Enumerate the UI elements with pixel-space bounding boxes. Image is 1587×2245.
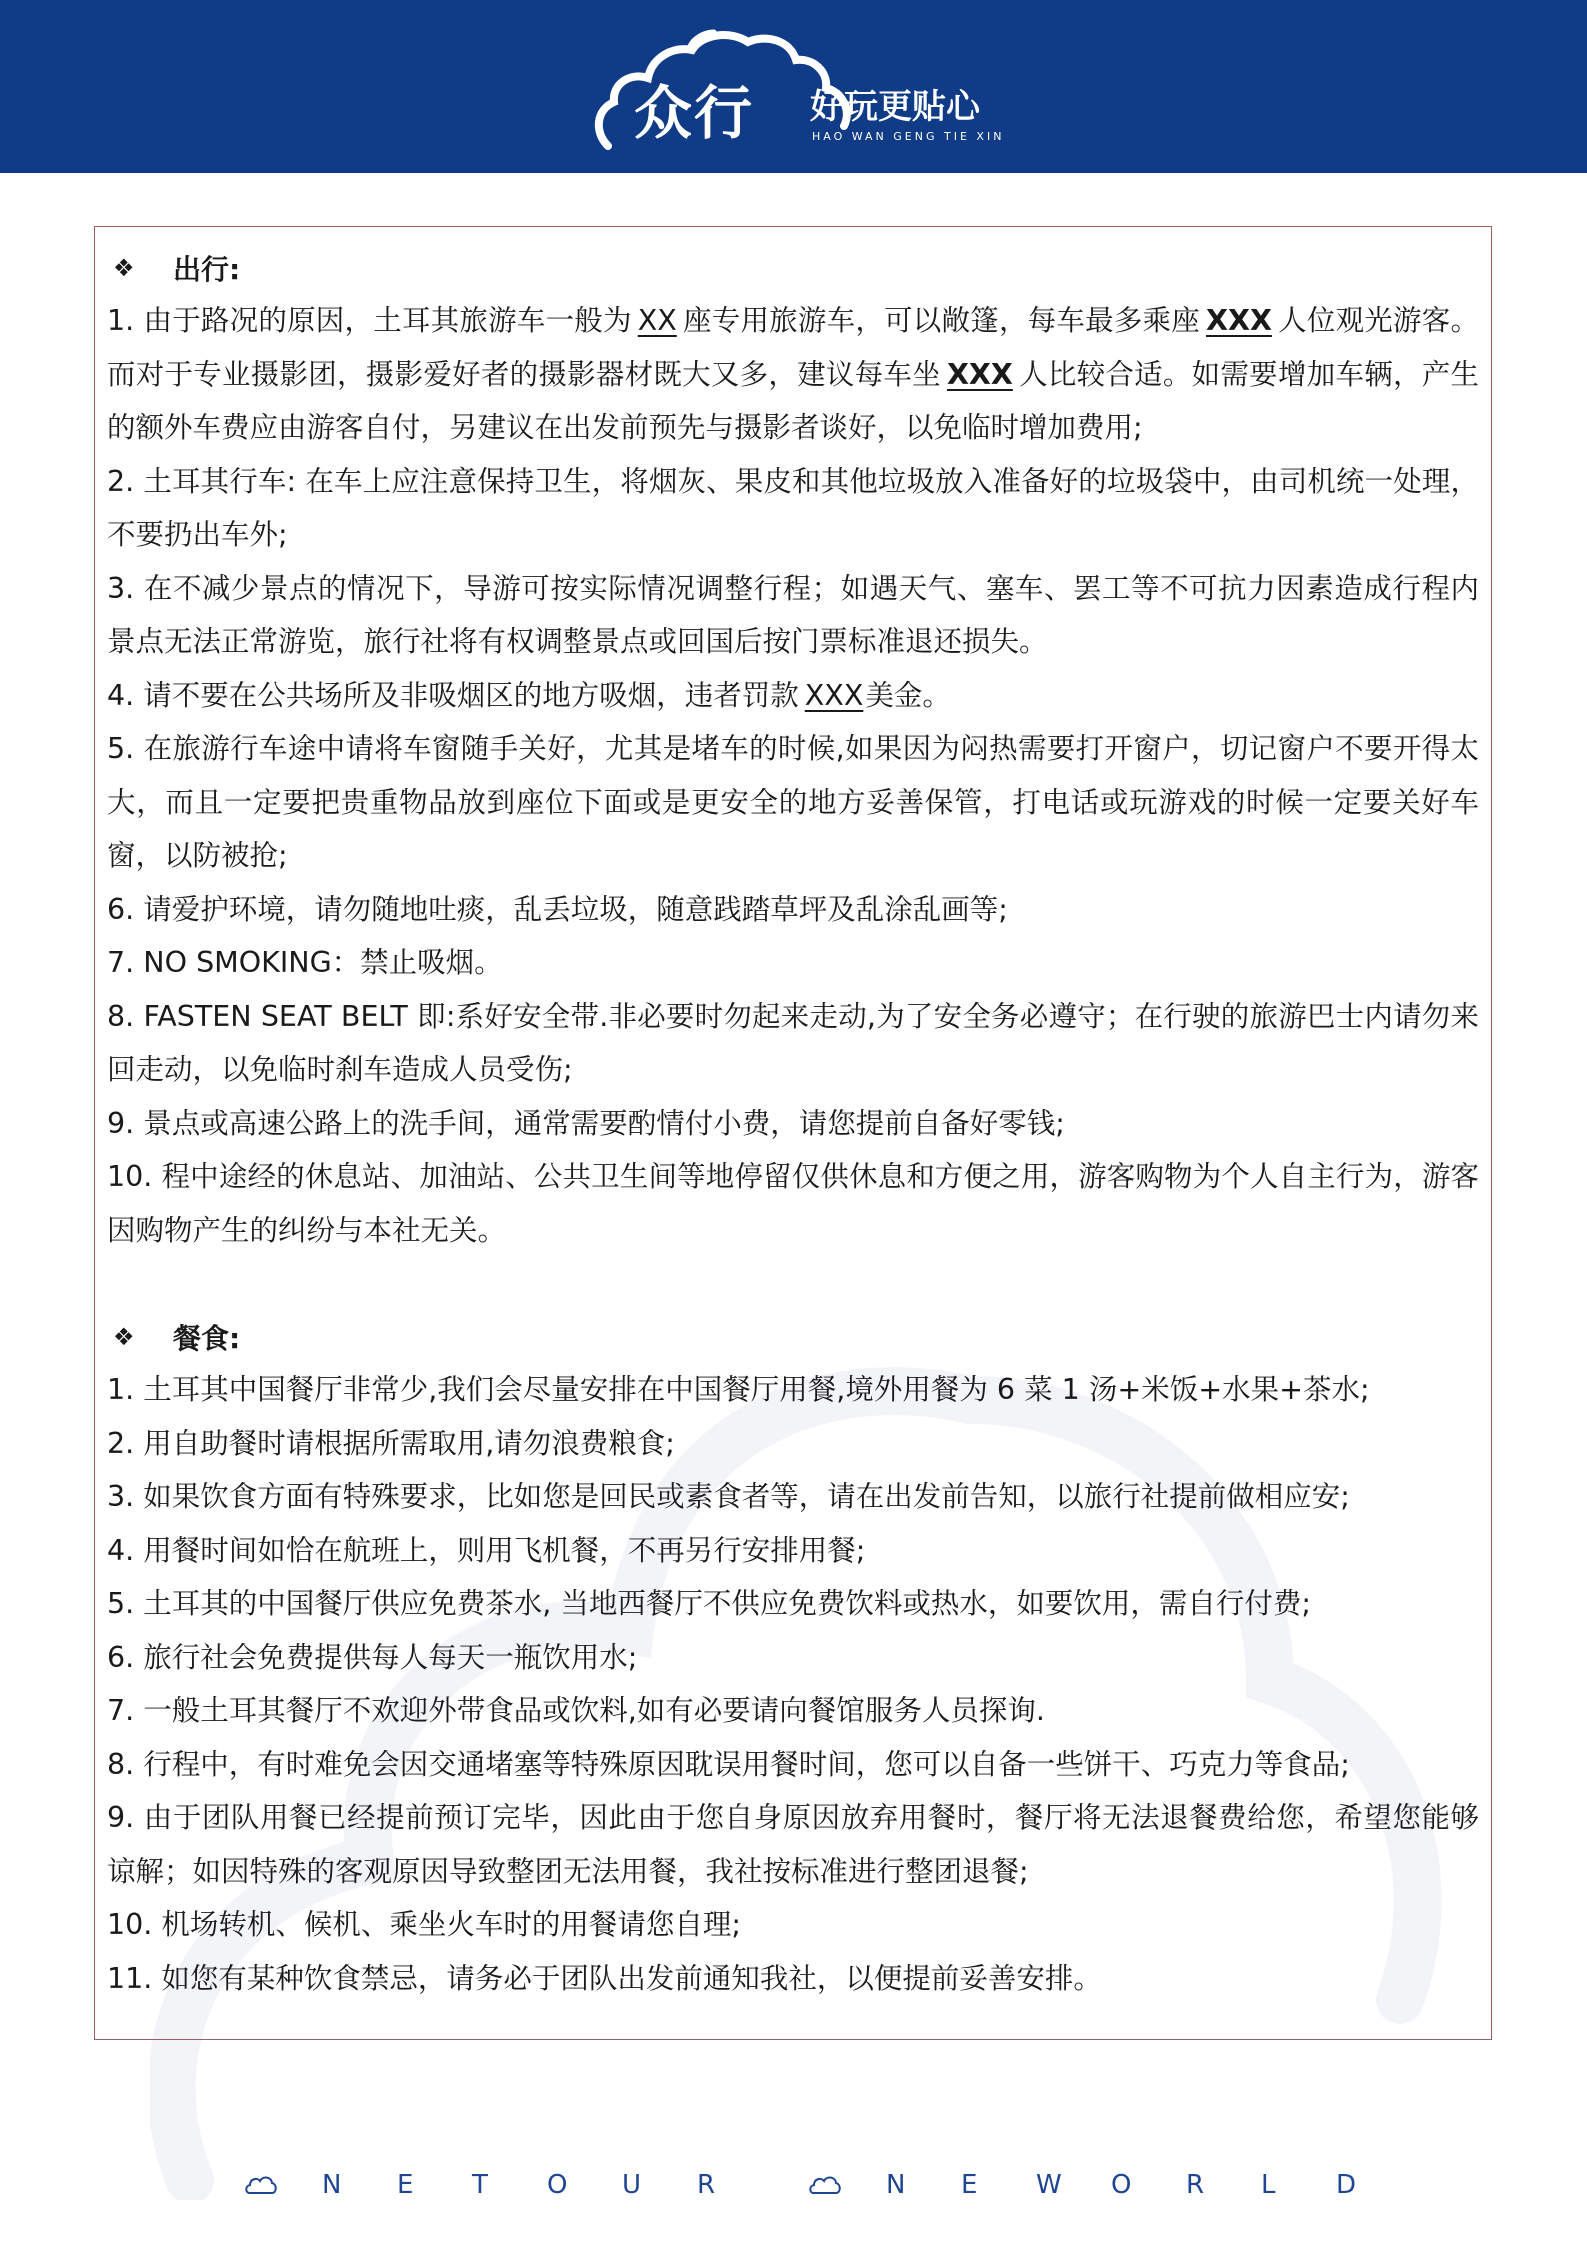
list-item: 6. 旅行社会免费提供每人每天一瓶饮用水; (107, 1640, 638, 1674)
footer-letter: N (322, 2170, 342, 2200)
section-title-travel (107, 241, 1479, 294)
cloud-o-icon (244, 2173, 278, 2197)
footer-letter: U (622, 2170, 642, 2200)
footer-letter: T (472, 2170, 488, 2200)
list-item: 7. NO SMOKING：禁止吸烟。 (107, 946, 503, 979)
blank-field: XXX (804, 678, 864, 712)
footer-letter: E (397, 2170, 414, 2200)
blank-field: XX (637, 304, 677, 337)
section-title-meals (107, 1310, 1479, 1363)
footer-letter: L (1261, 2170, 1276, 2200)
item-text: 人位观光游客。而对于专业摄影团，摄影爱好者的摄影器材既大又多，建议每车坐 (107, 304, 1479, 391)
list-item: 3. 如果饮食方面有特殊要求，比如您是回民或素食者等，请在出发前告知，以旅行社提前做相应安; (107, 1480, 1350, 1513)
blank-field: XXX (946, 357, 1013, 391)
logo-slogan: 好玩更贴心 (810, 87, 980, 127)
footer-letter: N (886, 2170, 906, 2200)
blank-field: XXX (1206, 304, 1272, 337)
header-banner (0, 0, 1587, 173)
list-item (107, 294, 1479, 455)
list-item (107, 669, 1479, 723)
list-item: 3. 在不减少景点的情况下，导游可按实际情况调整行程；如遇天气、塞车、罢工等不可抗力因素造成行程内景点无法正常游览，旅行社将有权调整景点或回国后按门票标准退还损失。 (107, 571, 1479, 658)
diamond-bullet-icon: ❖ (113, 253, 135, 282)
footer-letter: O (1111, 2170, 1132, 2200)
list-item: 7. 一般土耳其餐厅不欢迎外带食品或饮料,如有必要请向餐馆服务人员探询. (107, 1694, 1045, 1727)
list-item: 9. 由于团队用餐已经提前预订完毕，因此由于您自身原因放弃用餐时，餐厅将无法退餐费给您，希望您能够谅解；如因特殊的客观原因导致整团无法用餐，我社按标准进行整团退餐; (107, 1801, 1479, 1888)
footer-letter: W (1036, 2170, 1062, 2200)
list-item: 2. 用自助餐时请根据所需取用,请勿浪费粮食; (107, 1426, 675, 1460)
list-item: 2. 土耳其行车: 在车上应注意保持卫生，将烟灰、果皮和其他垃圾放入准备好的垃圾袋中，由司机统一处理，不要扔出车外; (107, 464, 1479, 551)
footer-letter: O (547, 2170, 568, 2200)
logo-pinyin: HAO WAN GENG TIE XIN (812, 130, 1005, 143)
diamond-bullet-icon: ❖ (113, 1322, 135, 1351)
section-title-text: 餐食: (173, 1321, 241, 1355)
footer-letter: R (1186, 2170, 1205, 2200)
item-text: 1. 由于路况的原因，土耳其旅游车一般为 (107, 304, 632, 337)
list-item: 9. 景点或高速公路上的洗手间，通常需要酌情付小费，请您提前自备好零钱; (107, 1106, 1065, 1140)
footer-letter: E (961, 2170, 978, 2200)
list-item: 10. 程中途经的休息站、加油站、公共卫生间等地停留仅供休息和方便之用，游客购物为个人自主行为，游客因购物产生的纠纷与本社无关。 (107, 1160, 1479, 1247)
logo-main-text: 众行 (634, 79, 755, 147)
footer-letter: D (1336, 2170, 1357, 2200)
item-text: 人比较合适。如需要增加车辆，产生的额外车费应由游客自付，另建议在出发前预先与摄影者谈好，以免临时增加费用; (107, 357, 1479, 444)
item-text: 4. 请不要在公共场所及非吸烟区的地方吸烟，违者罚款 (107, 678, 799, 712)
item-text: 座专用旅游车，可以敞篷，每车最多乘座 (682, 304, 1200, 337)
list-item: 8. FASTEN SEAT BELT 即:系好安全带.非必要时勿起来走动,为了安全务必遵守；在行驶的旅游巴士内请勿来回走动，以免临时刹车造成人员受伤; (107, 999, 1479, 1086)
list-item: 10. 机场转机、候机、乘坐火车时的用餐请您自理; (107, 1908, 741, 1941)
list-item: 5. 土耳其的中国餐厅供应免费茶水, 当地西餐厅不供应免费饮料或热水，如要饮用，需自行付费; (107, 1587, 1311, 1620)
footer-one-tour (244, 2170, 772, 2200)
brand-logo (590, 28, 1010, 158)
list-item: 1. 土耳其中国餐厅非常少,我们会尽量安排在中国餐厅用餐,境外用餐为 6 菜 1 汤+米饭+水果+茶水; (107, 1373, 1370, 1406)
list-item: 5. 在旅游行车途中请将车窗随手关好，尤其是堵车的时候,如果因为闷热需要打开窗户，切记窗户不要开得太大，而且一定要把贵重物品放到座位下面或是更安全的地方妥善保管，打电话或玩游戏的时候一定要关好车窗，以防被抢; (107, 732, 1479, 872)
notice-content-box (94, 226, 1492, 2040)
cloud-o-icon (808, 2173, 842, 2197)
list-item: 4. 用餐时间如恰在航班上，则用飞机餐，不再另行安排用餐; (107, 1533, 866, 1567)
meals-list (107, 1363, 1479, 2005)
list-item: 11. 如您有某种饮食禁忌，请务必于团队出发前通知我社，以便提前妥善安排。 (107, 1961, 1102, 1995)
list-item: 6. 请爱护环境，请勿随地吐痰，乱丢垃圾，随意践踏草坪及乱涂乱画等; (107, 892, 1008, 926)
footer-letter: R (697, 2170, 716, 2200)
list-item: 8. 行程中，有时难免会因交通堵塞等特殊原因耽误用餐时间，您可以自备一些饼干、巧克力等食品; (107, 1747, 1350, 1781)
travel-list (107, 294, 1479, 1257)
section-gap (107, 1257, 1479, 1310)
item-text: 美金。 (865, 678, 951, 712)
footer-new-world (808, 2170, 1411, 2200)
footer-slogan (0, 2160, 1587, 2220)
section-title-text: 出行: (173, 252, 241, 286)
